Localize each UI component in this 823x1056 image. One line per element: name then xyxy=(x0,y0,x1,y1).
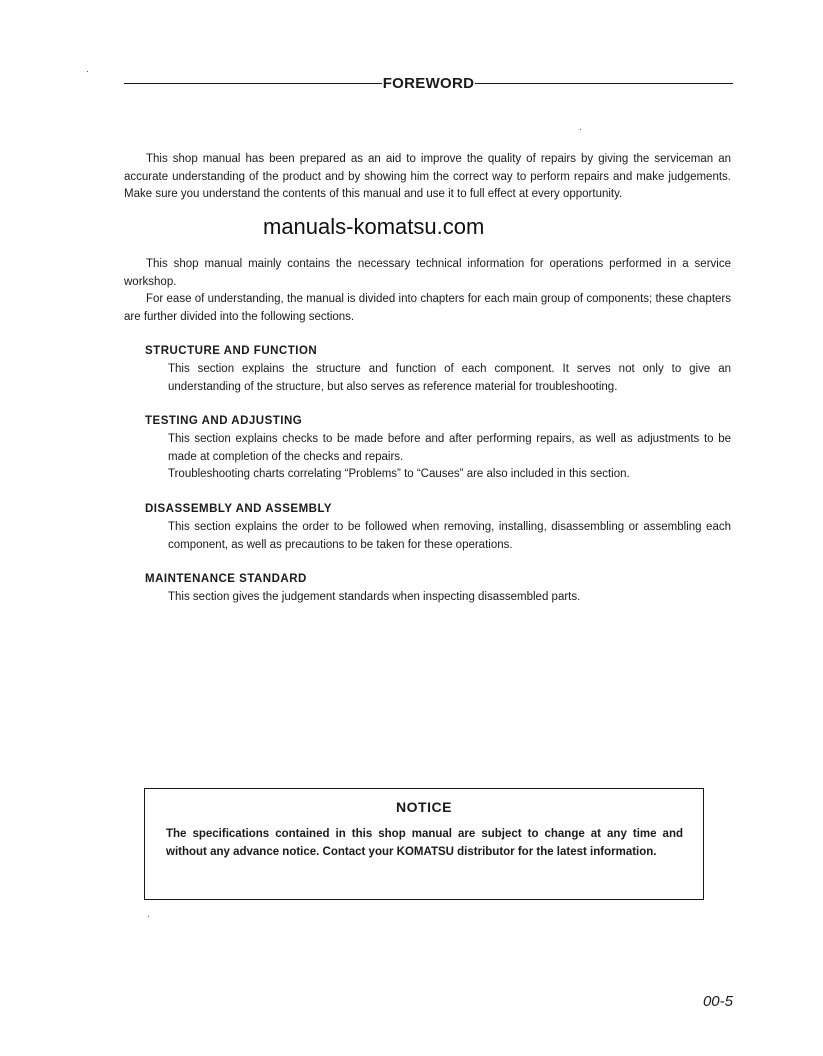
intro-paragraph-2: This shop manual mainly contains the necessary technical information for operations performed in a service workshop. xyxy=(124,258,731,288)
title-rule-right xyxy=(475,83,733,84)
watermark-text: manuals-komatsu.com xyxy=(263,214,485,239)
page-title: FOREWORD xyxy=(382,74,475,92)
section-heading-structure-and-function: STRUCTURE AND FUNCTION xyxy=(145,345,318,357)
section-body-testing-and-adjusting-troubleshooting: Troubleshooting charts correlating “Problems” to “Causes” are also included in this section. xyxy=(168,468,630,480)
section-body-structure-and-function: This section explains the structure and function of each component. It serves not only to give an understanding of the structure, but also serves as reference material for troubleshooting. xyxy=(168,363,731,393)
intro-paragraph-1: This shop manual has been prepared as an aid to improve the quality of repairs by giving the serviceman an accurate understanding of the product and by showing him the correct way to perform repairs and make judgements. Make sure you understand the contents of this manual and use it to full effect at every opportunity. xyxy=(124,153,731,200)
section-heading-maintenance-standard: MAINTENANCE STANDARD xyxy=(145,573,307,585)
foreword-header xyxy=(124,72,733,94)
section-heading-disassembly-and-assembly: DISASSEMBLY AND ASSEMBLY xyxy=(145,503,333,515)
notice-body: The specifications contained in this shop manual are subject to change at any time and without any advance notice. Contact your KOMATSU distributor for the latest information. xyxy=(166,828,683,858)
scan-speck xyxy=(87,71,88,72)
section-body-testing-and-adjusting: This section explains checks to be made before and after performing repairs, as well as adjustments to be made at completion of the checks and repairs. xyxy=(168,433,731,463)
page-number: 00-5 xyxy=(702,993,733,1010)
section-body-maintenance-standard: This section gives the judgement standards when inspecting disassembled parts. xyxy=(168,591,581,603)
section-heading-testing-and-adjusting: TESTING AND ADJUSTING xyxy=(145,415,303,427)
scan-speck xyxy=(148,916,149,917)
section-body-disassembly-and-assembly: This section explains the order to be followed when removing, installing, disassembling or assembling each component, as well as precautions to be taken for these operations. xyxy=(168,521,731,551)
title-rule-left xyxy=(124,83,382,84)
notice-box xyxy=(144,788,704,900)
scan-speck xyxy=(580,129,581,130)
intro-paragraph-3: For ease of understanding, the manual is divided into chapters for each main group of components; these chapters are further divided into the following sections. xyxy=(124,293,731,323)
notice-title: NOTICE xyxy=(396,799,452,815)
